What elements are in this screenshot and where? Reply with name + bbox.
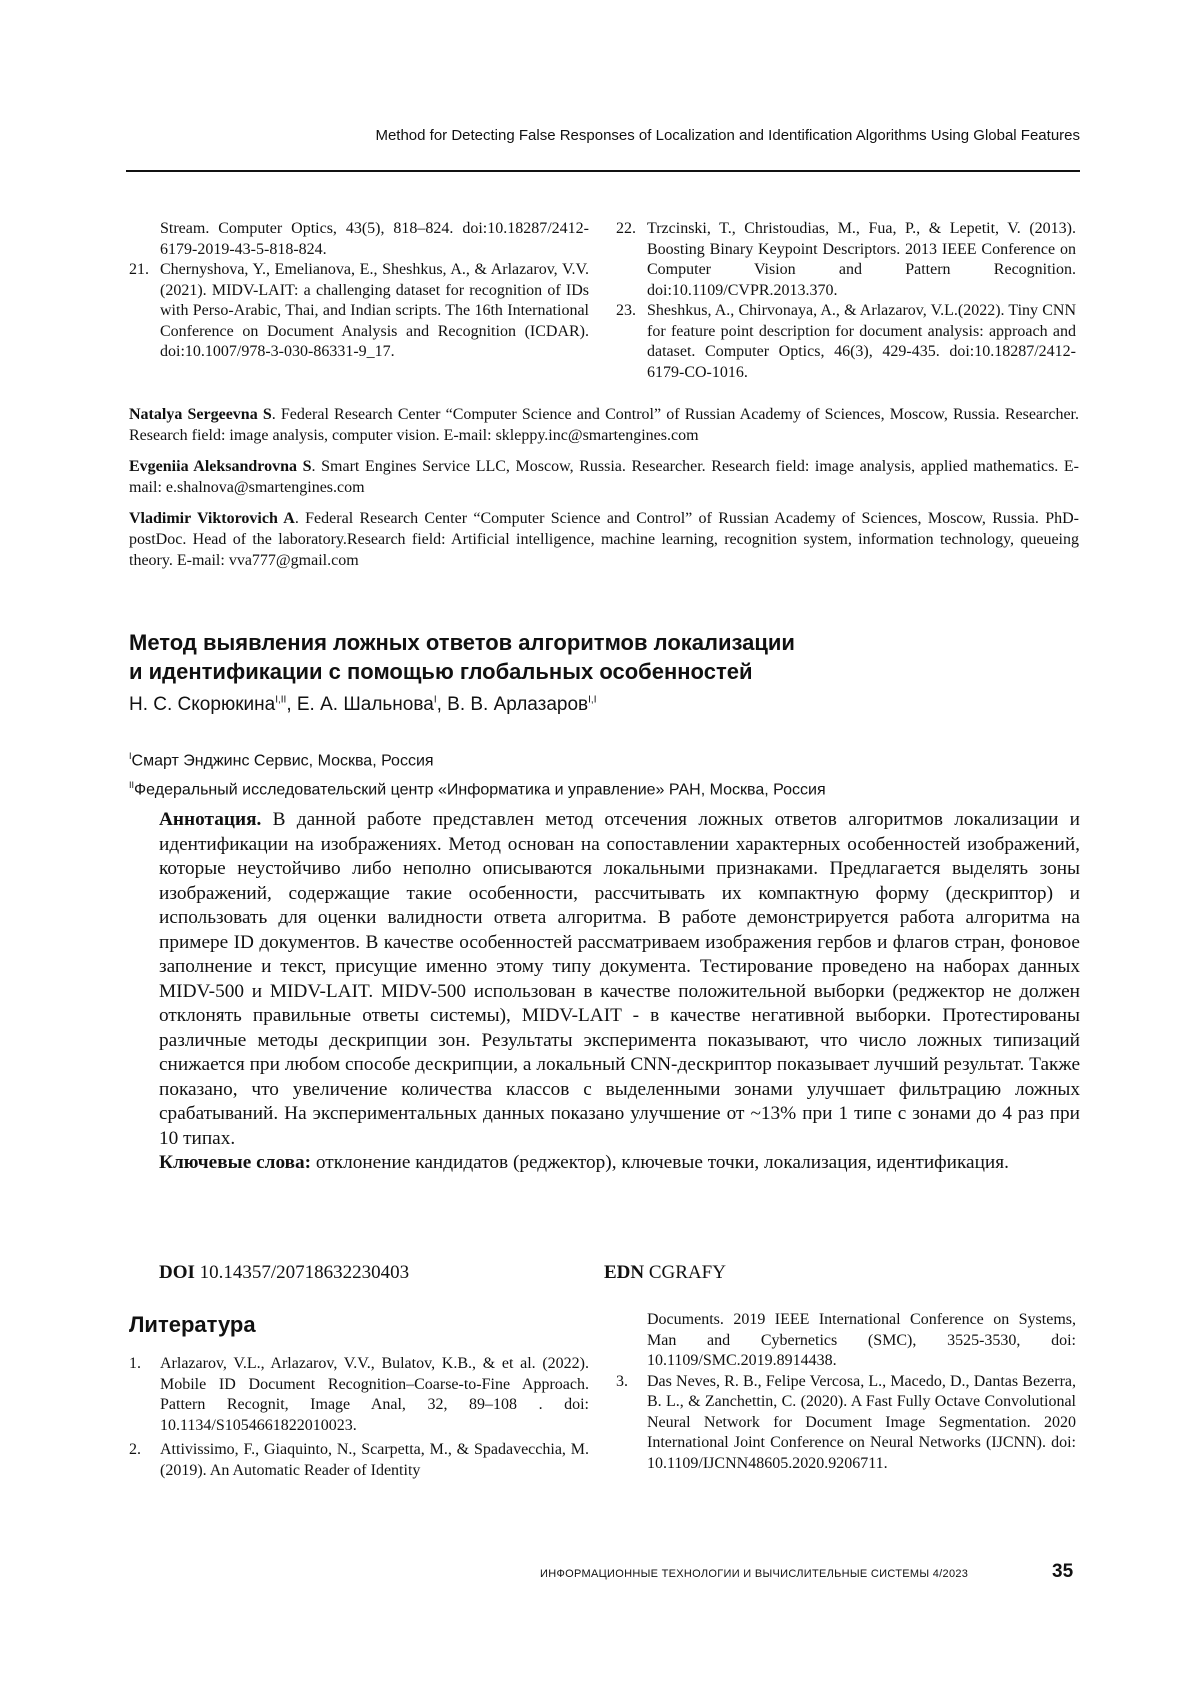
title-line: Метод выявления ложных ответов алгоритмов локализации	[129, 630, 795, 655]
author-bio	[129, 508, 1079, 571]
author-bios	[129, 404, 1079, 581]
reference-number: 3.	[616, 1372, 628, 1390]
reference-item	[129, 1354, 589, 1436]
reference-number: 2.	[129, 1441, 141, 1458]
author-affiliation-mark: I,II	[275, 694, 287, 706]
author-list	[129, 694, 597, 716]
references-top-right	[616, 219, 1076, 383]
reference-text: Chernyshova, Y., Emelianova, E., Sheshkus, A., & Arlazarov, V.V. (2021). MIDV-LAIT: a challenging dataset for recognition of IDs with Perso-Arabic, Thai, and Indian scripts. The 16th International Conference on Document Analysis and Recognition (ICDAR). doi:10.1007/978-3-030-86331-9_17.	[160, 261, 589, 360]
doi-line	[159, 1262, 409, 1284]
affiliation-item	[129, 744, 826, 773]
affiliation-text: Федеральный исследовательский центр «Информатика и управление» РАН, Москва, Россия	[134, 781, 826, 799]
reference-text: Stream. Computer Optics, 43(5), 818–824. doi:10.18287/2412-6179-2019-43-5-818-824.	[160, 220, 589, 258]
author-bio	[129, 456, 1079, 498]
edn-label: EDN	[604, 1262, 645, 1283]
doi-label: DOI	[159, 1262, 195, 1283]
references-top-left	[129, 219, 589, 363]
reference-text: Trzcinski, T., Christoudias, M., Fua, P., & Lepetit, V. (2013). Boosting Binary Keypoint Descriptors. 2013 IEEE Conference on Computer Vision and Pattern Recognition. doi:10.1109/CVPR.2013.370.	[647, 220, 1076, 299]
running-header: Method for Detecting False Responses of Localization and Identification Algorithms Using Global Features	[375, 127, 1080, 144]
keywords-text: отклонение кандидатов (реджектор), ключевые точки, локализация, идентификация.	[315, 1152, 1009, 1173]
keywords-label: Ключевые слова:	[159, 1152, 312, 1173]
edn-value: CGRAFY	[648, 1262, 726, 1283]
author-bio	[129, 404, 1079, 446]
author-name: В. В. Арлазаров	[447, 694, 589, 715]
reference-item	[616, 1310, 1076, 1372]
author-name: Vladimir Viktorovich A	[129, 510, 295, 527]
reference-text: Sheshkus, A., Chirvonaya, A., & Arlazarov, V.L.(2022). Tiny CNN for feature point description for document analysis: approach and dataset. Computer Optics, 46(3), 429-435. doi:10.18287/2412-6179-CO-1016.	[647, 302, 1076, 381]
abstract-text: В данной работе представлен метод отсечения ложных ответов алгоритмов локализации и идентификации на изображениях. Метод основан на сопоставлении характерных особенностей изображений, которые неустойчиво либо неполно описываются локальными признаками. Предлагается выделять зоны изображений, содержащие такие особенности, рассчитывать их компактную форму (дескриптор) и использовать для оценки валидности ответа алгоритма. В работе демонстрируется работа алгоритма на примере ID документов. В качестве особенностей рассматриваем изображения гербов и флагов стран, фоновое заполнение и текст, присущие именно этому типу документа. Тестирование проведено на наборах данных MIDV-500 и MIDV-LAIT. MIDV-500 использован в качестве положительной выборки (реджектор не должен отклонять правильные ответы системы), MIDV-LAIT - в качестве негативной выборки. Протестированы различные методы дескрипции зон. Результаты эксперимента показывают, что число ложных типизаций снижается при любом способе дескрипции, а локальный CNN-дескриптор показывает лучший результат. Также показано, что увеличение количества классов с выделенными зонами улучшает фильтрацию ложных срабатываний. На экспериментальных данных показано улучшение от ~13% при 1 типе с зонами до 4 раз при 10 типах.	[159, 809, 1080, 1149]
reference-text: Attivissimo, F., Giaquinto, N., Scarpetta, M., & Spadavecchia, M. (2019). An Automatic Reader of Identity	[160, 1441, 589, 1479]
affiliation-mark: II	[129, 780, 135, 791]
reference-text: Das Neves, R. B., Felipe Vercosa, L., Macedo, D., Dantas Bezerra, B. L., & Zanchettin, C. (2020). A Fast Fully Octave Convolutional Neural Network for Document Image Segmentation. 2020 International Joint Conference on Neural Networks (IJCNN). doi: 10.1109/IJCNN48605.2020.9206711.	[647, 1372, 1076, 1472]
reference-item	[616, 219, 1076, 301]
author-name: Natalya Sergeevna S	[129, 406, 272, 423]
reference-item	[129, 219, 589, 260]
references-bottom-left	[129, 1354, 589, 1485]
author-name: Е. А. Шальнова	[296, 694, 434, 715]
reference-text: Arlazarov, V.L., Arlazarov, V.V., Bulatov, K.B., & et al. (2022). Mobile ID Document Recognition–Coarse-to-Fine Approach. Pattern Recognit, Image Anal, 32, 89–108 . doi: 10.1134/S1054661822010023.	[160, 1355, 589, 1434]
edn-line	[604, 1262, 726, 1284]
reference-number	[129, 219, 160, 260]
reference-number: 22.	[616, 220, 636, 237]
reference-number: 23.	[616, 302, 636, 319]
author-name: Evgeniia Aleksandrovna S	[129, 458, 312, 475]
abstract-paragraph	[159, 808, 1080, 1151]
affiliations	[129, 744, 826, 803]
literature-heading: Литература	[129, 1312, 256, 1337]
author-bio-text: . Smart Engines Service LLC, Moscow, Russia. Researcher. Research field: image analysis, applied mathematics. E-mail: e.shalnova@smartengines.com	[129, 458, 1079, 496]
author-affiliation-mark: I,I	[588, 694, 597, 706]
references-bottom-right	[616, 1310, 1076, 1474]
reference-number	[616, 1310, 647, 1372]
affiliation-text: Смарт Энджинс Сервис, Москва, Россия	[131, 752, 434, 770]
abstract-block	[159, 808, 1080, 1176]
author-bio-text: . Federal Research Center “Computer Science and Control” of Russian Academy of Sciences, Moscow, Russia. Researcher. Research field: image analysis, computer vision. E-mail: skleppy.inc@smartengines.com	[129, 406, 1079, 444]
title-line: и идентификации с помощью глобальных особенностей	[129, 659, 753, 684]
page-number: 35	[1052, 1561, 1074, 1582]
reference-item	[129, 1440, 589, 1481]
reference-item	[616, 301, 1076, 383]
author-affiliation-mark: I	[433, 694, 437, 706]
author-separator: ,	[436, 694, 448, 715]
affiliation-mark: I	[129, 751, 132, 761]
footer-journal-name: ИНФОРМАЦИОННЫЕ ТЕХНОЛОГИИ И ВЫЧИСЛИТЕЛЬНЫЕ СИСТЕМЫ 4/2023	[540, 1568, 969, 1580]
abstract-label: Аннотация.	[159, 809, 262, 830]
reference-text: Documents. 2019 IEEE International Conference on Systems, Man and Cybernetics (SMC), 3525-3530, doi: 10.1109/SMC.2019.8914438.	[647, 1311, 1076, 1369]
affiliation-item	[129, 773, 826, 802]
doi-value[interactable]: 10.14357/20718632230403	[199, 1262, 410, 1283]
reference-item	[129, 260, 589, 363]
author-name: Н. С. Скорюкина	[129, 694, 276, 715]
article-title-ru	[129, 628, 1079, 686]
author-separator: ,	[286, 694, 297, 715]
reference-number: 1.	[129, 1355, 141, 1372]
author-bio-text: . Federal Research Center “Computer Science and Control” of Russian Academy of Sciences, Moscow, Russia. PhD-postDoc. Head of the laboratory.Research field: Artificial intelligence, machine learning, recognition system, information technology, queueing theory. E-mail: vva777@gmail.com	[129, 510, 1080, 569]
header-divider	[126, 170, 1080, 172]
keywords-paragraph	[159, 1151, 1080, 1176]
reference-item	[616, 1372, 1076, 1475]
reference-number: 21.	[129, 261, 149, 278]
